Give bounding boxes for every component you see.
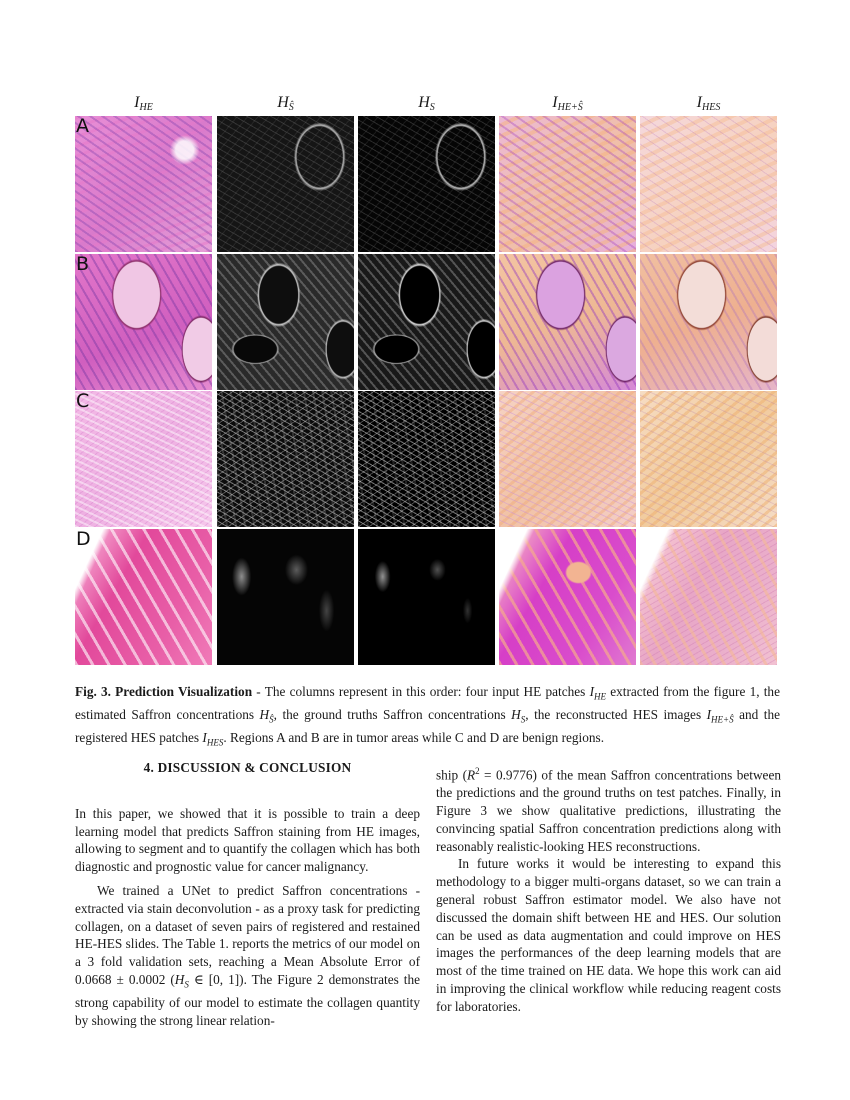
- math-subscript: HE: [594, 691, 606, 702]
- patch-b-estimated-saffron: [217, 254, 354, 390]
- row-label-b: B: [76, 254, 90, 275]
- patch-d-ground-truth-saffron: [358, 529, 495, 665]
- row-label-c: C: [76, 391, 90, 412]
- paragraph-text: ship (: [436, 767, 468, 783]
- patch-a-registered-hes: [640, 116, 777, 252]
- math-base: H: [511, 707, 521, 723]
- math-symbol: [202, 730, 224, 748]
- caption-text: extracted from the figure 1, the estimated Saffron concentrations: [75, 684, 780, 723]
- math-subscript: Ŝ: [269, 714, 274, 725]
- column-header-subscript: HES: [701, 102, 721, 113]
- paragraph-training: [75, 882, 420, 1030]
- math-base: H: [259, 707, 270, 723]
- math-subscript: HES: [206, 737, 224, 748]
- math-base: I: [706, 707, 712, 723]
- column-header-ihe: [75, 92, 212, 119]
- math-symbol: [589, 684, 606, 702]
- patch-d-reconstructed-hes: [499, 529, 636, 665]
- paragraph-intro: In this paper, we showed that it is possible to train a deep learning model that predicts Saffron staining from HE images, allowing to segment and to quantify the collagen which has both diagnostic and prognostic value for cancer malignancy.: [75, 805, 420, 875]
- figure-label: Fig. 3: [75, 684, 108, 699]
- math-base: I: [589, 684, 594, 699]
- math-base: I: [202, 730, 207, 746]
- column-header-symbol: I: [134, 94, 140, 111]
- column-header-symbol: H: [418, 94, 430, 111]
- patch-b-reconstructed-hes: [499, 254, 636, 390]
- math-subscript: S: [520, 714, 526, 725]
- math-subscript: HE+Ŝ: [711, 714, 734, 725]
- patch-d-he-input: [75, 529, 212, 665]
- column-header-subscript: HE: [139, 102, 153, 113]
- figure-caption: [75, 683, 780, 752]
- figure-column-headers: [75, 92, 777, 116]
- patch-c-ground-truth-saffron: [358, 391, 495, 527]
- caption-text: , the ground truths Saffron concentrations: [273, 707, 512, 723]
- column-header-subscript: S: [429, 102, 435, 113]
- math-symbol: [259, 707, 274, 725]
- caption-separator: .: [107, 684, 116, 699]
- patch-d-estimated-saffron: [217, 529, 354, 665]
- patch-c-reconstructed-hes: [499, 391, 636, 527]
- patch-b-ground-truth-saffron: [358, 254, 495, 390]
- column-header-h-shat: [217, 92, 354, 119]
- caption-text: . Regions A and B are in tumor areas while C and D are benign regions.: [223, 730, 605, 746]
- math-superscript: 2: [475, 766, 480, 776]
- patch-a-reconstructed-hes: [499, 116, 636, 252]
- column-header-subscript: HE+Ŝ: [557, 102, 583, 113]
- column-header-symbol: H: [277, 94, 289, 111]
- paragraph-text: We trained a UNet to predict Saffron concentrations - extracted via stain deconvolution - as a proxy task for predicting collagen, on a dataset of seven pairs of registered and restained HE-HES slides. The Table 1. reports the metrics of our model on a 3 fold validation sets, reaching a Mean Absolute Error of 0.0668 ± 0.0002 (: [75, 882, 420, 987]
- math-symbol: [174, 971, 189, 990]
- patch-b-registered-hes: [640, 254, 777, 390]
- math-base: H: [174, 971, 185, 987]
- caption-text: - The columns represent in this order: four input HE patches: [252, 684, 590, 699]
- caption-text: and the registered HES patches: [75, 707, 781, 746]
- column-header-subscript: Ŝ: [288, 102, 294, 113]
- column-header-symbol: I: [696, 94, 702, 111]
- paragraph-text: ∈ [0, 1]). The Figure 2 demonstrates the strong capability of our model to estimate the collagen quantity by showing the strong linear relation-: [75, 971, 420, 1029]
- paragraph-future-work: In future works it would be interesting to expand this methodology to a bigger multi-organs dataset, so we can train a general robust Saffron estimator model. We also have not discussed the domain shift between HE and HES. Our solution can be used as data augmentation and could improve on HES images the performances of the deep learning models that are most of the time trained on HE data. We hope this work can aid in improving the clinical workflow while reducing reagent costs for laboratories.: [436, 856, 781, 1014]
- figure-3: [75, 92, 777, 550]
- patch-a-ground-truth-saffron: [358, 116, 495, 252]
- right-text-column: [436, 763, 781, 1016]
- patch-c-estimated-saffron: [217, 391, 354, 527]
- math-symbol: [511, 707, 526, 725]
- caption-text: , the reconstructed HES images: [525, 707, 707, 723]
- patch-d-registered-hes: [640, 529, 777, 665]
- column-header-ihe-shat: [499, 92, 636, 119]
- column-header-hs: [358, 92, 495, 119]
- math-symbol: [706, 707, 734, 725]
- column-header-ihes: [640, 92, 777, 119]
- row-label-a: A: [76, 116, 89, 137]
- paragraph-text: = 0.9776) of the mean Saffron concentrations between the predictions and the ground truths on test patches. Finally, in Figure 3 we show qualitative predictions, illustrating the convincing spatial Saffron concentration predictions along with reasonably realistic-looking HES reconstructions.: [436, 767, 781, 854]
- row-label-d: D: [76, 529, 91, 550]
- patch-b-he-input: [75, 254, 212, 390]
- left-text-column: [75, 757, 420, 1030]
- patch-a-he-input: [75, 116, 212, 252]
- patch-c-he-input: [75, 391, 212, 527]
- figure-title: Prediction Visualization: [115, 684, 253, 699]
- column-header-symbol: I: [552, 94, 558, 111]
- section-heading: 4. DISCUSSION & CONCLUSION: [143, 760, 352, 775]
- patch-a-estimated-saffron: [217, 116, 354, 252]
- math-symbol: R: [467, 767, 476, 783]
- paragraph-results: [436, 763, 781, 855]
- math-subscript: S: [184, 979, 189, 990]
- patch-c-registered-hes: [640, 391, 777, 527]
